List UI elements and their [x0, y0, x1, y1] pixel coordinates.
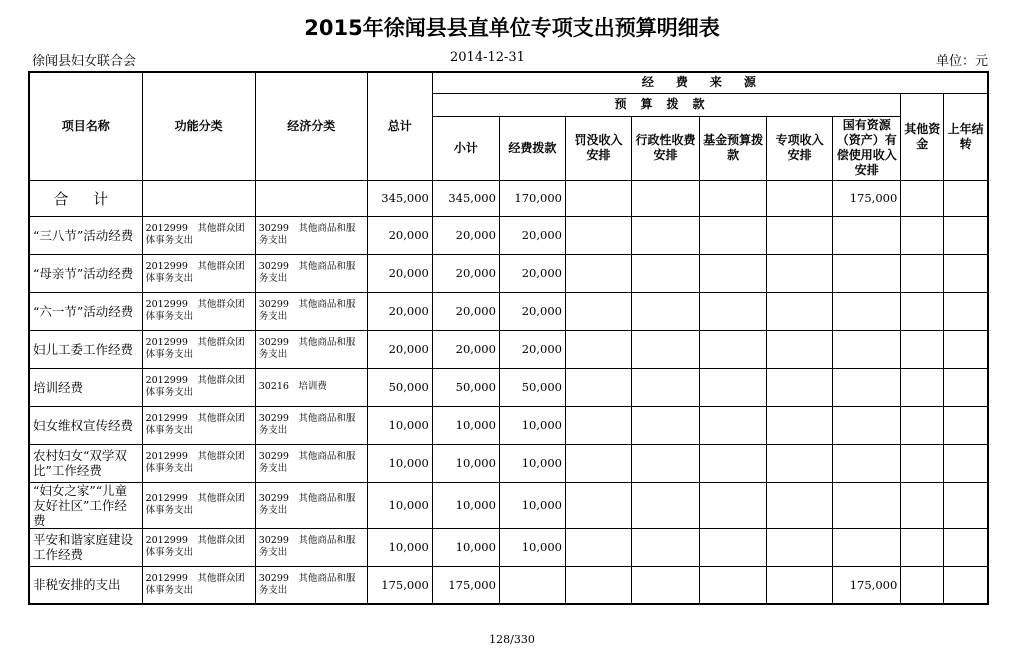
- row-appropriation: 20,000: [499, 292, 565, 330]
- project-name: 农村妇女“双学双比”工作经费: [29, 444, 142, 482]
- economic-class: 30299 其他商品和服务支出: [255, 254, 367, 292]
- header-prev-year: 上年结转: [944, 93, 988, 180]
- header-special-income: 专项收入安排: [767, 116, 833, 180]
- row-state-assets: [833, 368, 901, 406]
- project-name: 培训经费: [29, 368, 142, 406]
- header-other-funds: 其他资金: [901, 93, 944, 180]
- row-subtotal: 50,000: [432, 368, 499, 406]
- project-name: “妇女之家”“儿童友好社区”工作经费: [29, 482, 142, 528]
- table-row: [29, 368, 988, 406]
- project-name: “母亲节”活动经费: [29, 254, 142, 292]
- project-name: “六一节”活动经费: [29, 292, 142, 330]
- function-class: 2012999 其他群众团体事务支出: [142, 444, 255, 482]
- report-date: 2014-12-31: [450, 50, 525, 65]
- header-state-assets: 国有资源（资产）有偿使用收入安排: [833, 116, 901, 180]
- row-subtotal: 20,000: [432, 292, 499, 330]
- total-state-assets: 175,000: [833, 180, 901, 216]
- project-name: 非税安排的支出: [29, 566, 142, 604]
- header-economic: 经济分类: [255, 72, 367, 180]
- row-state-assets: [833, 216, 901, 254]
- header-total: 总计: [367, 72, 432, 180]
- function-class: 2012999 其他群众团体事务支出: [142, 330, 255, 368]
- row-total: 20,000: [367, 254, 432, 292]
- row-subtotal: 20,000: [432, 254, 499, 292]
- row-total: 10,000: [367, 406, 432, 444]
- total-function: [142, 180, 255, 216]
- table-row: [29, 254, 988, 292]
- project-name: 平安和谐家庭建设工作经费: [29, 528, 142, 566]
- unit-name: 徐闻县妇女联合会: [32, 54, 137, 69]
- row-subtotal: 10,000: [432, 482, 499, 528]
- economic-class: 30216 培训费: [255, 368, 367, 406]
- row-total: 10,000: [367, 444, 432, 482]
- row-state-assets: 175,000: [833, 566, 901, 604]
- currency-unit: 单位：元: [935, 54, 988, 69]
- page-title: 2015年徐闻县县直单位专项支出预算明细表: [304, 16, 720, 40]
- row-subtotal: 10,000: [432, 528, 499, 566]
- header-budget-allocation: 预算拨款: [432, 93, 900, 116]
- row-state-assets: [833, 254, 901, 292]
- row-total: 20,000: [367, 330, 432, 368]
- row-subtotal: 10,000: [432, 444, 499, 482]
- row-state-assets: [833, 444, 901, 482]
- economic-class: 30299 其他商品和服务支出: [255, 406, 367, 444]
- row-state-assets: [833, 330, 901, 368]
- table-row: [29, 528, 988, 566]
- header-project: 项目名称: [29, 72, 142, 180]
- row-appropriation: [499, 566, 565, 604]
- economic-class: 30299 其他商品和服务支出: [255, 216, 367, 254]
- row-appropriation: 20,000: [499, 330, 565, 368]
- row-total: 10,000: [367, 482, 432, 528]
- row-subtotal: 10,000: [432, 406, 499, 444]
- total-total: 345,000: [367, 180, 432, 216]
- header-funding-source: 经费来源: [432, 72, 988, 93]
- function-class: 2012999 其他群众团体事务支出: [142, 406, 255, 444]
- function-class: 2012999 其他群众团体事务支出: [142, 566, 255, 604]
- row-subtotal: 175,000: [432, 566, 499, 604]
- economic-class: 30299 其他商品和服务支出: [255, 444, 367, 482]
- row-appropriation: 50,000: [499, 368, 565, 406]
- total-label: 合 计: [29, 180, 142, 216]
- row-appropriation: 10,000: [499, 444, 565, 482]
- row-total: 20,000: [367, 216, 432, 254]
- budget-table: [28, 71, 989, 605]
- header-subtotal: 小计: [432, 116, 499, 180]
- header-fines: 罚没收入安排: [565, 116, 631, 180]
- table-row: [29, 406, 988, 444]
- header-fund-budget: 基金预算拨款: [700, 116, 767, 180]
- function-class: 2012999 其他群众团体事务支出: [142, 528, 255, 566]
- project-name: “三八节”活动经费: [29, 216, 142, 254]
- function-class: 2012999 其他群众团体事务支出: [142, 368, 255, 406]
- function-class: 2012999 其他群众团体事务支出: [142, 254, 255, 292]
- row-appropriation: 20,000: [499, 216, 565, 254]
- total-row: [29, 180, 988, 216]
- table-row: [29, 330, 988, 368]
- function-class: 2012999 其他群众团体事务支出: [142, 216, 255, 254]
- table-row: [29, 482, 988, 528]
- row-subtotal: 20,000: [432, 330, 499, 368]
- table-row: [29, 292, 988, 330]
- header-appropriation: 经费拨款: [499, 116, 565, 180]
- row-total: 10,000: [367, 528, 432, 566]
- row-total: 20,000: [367, 292, 432, 330]
- row-state-assets: [833, 292, 901, 330]
- row-appropriation: 10,000: [499, 482, 565, 528]
- function-class: 2012999 其他群众团体事务支出: [142, 482, 255, 528]
- economic-class: 30299 其他商品和服务支出: [255, 528, 367, 566]
- project-name: 妇儿工委工作经费: [29, 330, 142, 368]
- row-appropriation: 20,000: [499, 254, 565, 292]
- row-appropriation: 10,000: [499, 528, 565, 566]
- table-row: [29, 566, 988, 604]
- row-appropriation: 10,000: [499, 406, 565, 444]
- economic-class: 30299 其他商品和服务支出: [255, 566, 367, 604]
- function-class: 2012999 其他群众团体事务支出: [142, 292, 255, 330]
- row-state-assets: [833, 528, 901, 566]
- total-subtotal: 345,000: [432, 180, 499, 216]
- page-number: 128/330: [489, 633, 535, 646]
- row-state-assets: [833, 482, 901, 528]
- economic-class: 30299 其他商品和服务支出: [255, 482, 367, 528]
- total-appropriation: 170,000: [499, 180, 565, 216]
- project-name: 妇女维权宣传经费: [29, 406, 142, 444]
- economic-class: 30299 其他商品和服务支出: [255, 292, 367, 330]
- table-row: [29, 216, 988, 254]
- row-state-assets: [833, 406, 901, 444]
- row-total: 175,000: [367, 566, 432, 604]
- total-economic: [255, 180, 367, 216]
- header-admin-fees: 行政性收费安排: [632, 116, 700, 180]
- header-function: 功能分类: [142, 72, 255, 180]
- economic-class: 30299 其他商品和服务支出: [255, 330, 367, 368]
- row-total: 50,000: [367, 368, 432, 406]
- table-row: [29, 444, 988, 482]
- row-subtotal: 20,000: [432, 216, 499, 254]
